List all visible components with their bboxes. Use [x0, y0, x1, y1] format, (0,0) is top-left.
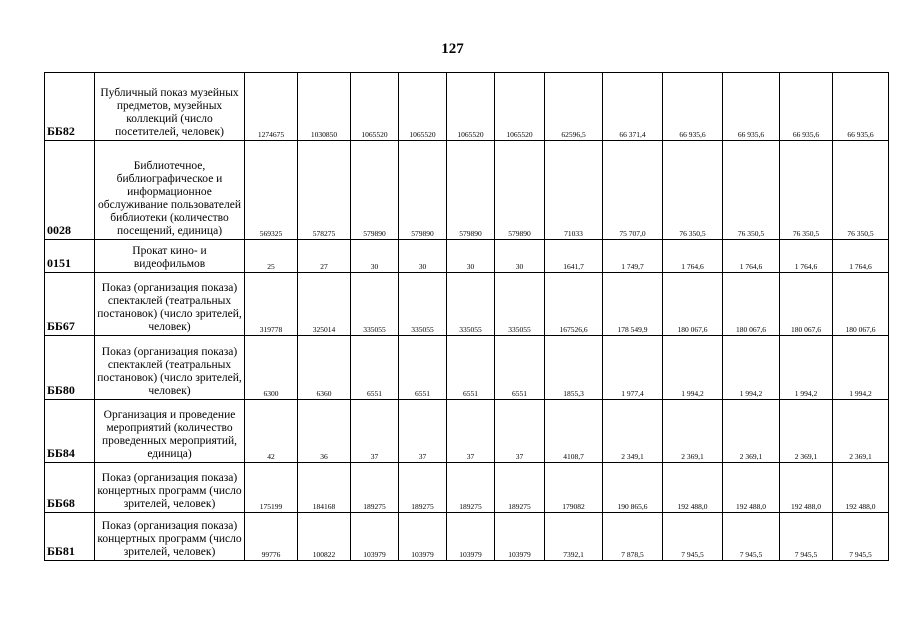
- table-row: [45, 273, 889, 336]
- value-cell: 71033: [545, 141, 603, 240]
- value-cell: 2 369,1: [723, 400, 780, 463]
- value-cell: 1 994,2: [833, 336, 889, 400]
- value-cell: 192 488,0: [780, 463, 833, 513]
- value-cell: 66 935,6: [833, 73, 889, 141]
- service-code: ББ68: [45, 463, 95, 513]
- value-cell: 335055: [351, 273, 399, 336]
- value-cell: 1855,3: [545, 336, 603, 400]
- service-description: Показ (организация показа) спектаклей (театральных постановок) (число зрителей, человек): [95, 273, 245, 336]
- value-cell: 325014: [298, 273, 351, 336]
- value-cell: 30: [447, 240, 495, 273]
- value-cell: 189275: [399, 463, 447, 513]
- value-cell: 103979: [495, 513, 545, 561]
- value-cell: 7 945,5: [663, 513, 723, 561]
- value-cell: 1641,7: [545, 240, 603, 273]
- value-cell: 6551: [495, 336, 545, 400]
- service-description: Показ (организация показа) концертных программ (число зрителей, человек): [95, 463, 245, 513]
- value-cell: 180 067,6: [833, 273, 889, 336]
- value-cell: 2 369,1: [663, 400, 723, 463]
- value-cell: 184168: [298, 463, 351, 513]
- services-table: [44, 72, 889, 561]
- value-cell: 2 349,1: [603, 400, 663, 463]
- value-cell: 335055: [399, 273, 447, 336]
- value-cell: 2 369,1: [780, 400, 833, 463]
- value-cell: 1065520: [495, 73, 545, 141]
- value-cell: 66 935,6: [663, 73, 723, 141]
- value-cell: 36: [298, 400, 351, 463]
- service-code: ББ67: [45, 273, 95, 336]
- value-cell: 42: [245, 400, 298, 463]
- value-cell: 30: [351, 240, 399, 273]
- value-cell: 6360: [298, 336, 351, 400]
- value-cell: 192 488,0: [723, 463, 780, 513]
- value-cell: 1065520: [399, 73, 447, 141]
- value-cell: 179082: [545, 463, 603, 513]
- value-cell: 1 764,6: [663, 240, 723, 273]
- value-cell: 76 350,5: [663, 141, 723, 240]
- value-cell: 335055: [495, 273, 545, 336]
- value-cell: 37: [399, 400, 447, 463]
- value-cell: 1 764,6: [833, 240, 889, 273]
- service-code: 0028: [45, 141, 95, 240]
- value-cell: 189275: [351, 463, 399, 513]
- value-cell: 25: [245, 240, 298, 273]
- value-cell: 30: [399, 240, 447, 273]
- value-cell: 27: [298, 240, 351, 273]
- table-row: [45, 73, 889, 141]
- value-cell: 76 350,5: [780, 141, 833, 240]
- value-cell: 4108,7: [545, 400, 603, 463]
- value-cell: 1274675: [245, 73, 298, 141]
- value-cell: 7 878,5: [603, 513, 663, 561]
- value-cell: 103979: [447, 513, 495, 561]
- value-cell: 103979: [351, 513, 399, 561]
- service-description: Показ (организация показа) спектаклей (театральных постановок) (число зрителей, человек): [95, 336, 245, 400]
- value-cell: 6300: [245, 336, 298, 400]
- service-code: ББ80: [45, 336, 95, 400]
- value-cell: 335055: [447, 273, 495, 336]
- value-cell: 578275: [298, 141, 351, 240]
- value-cell: 37: [447, 400, 495, 463]
- value-cell: 175199: [245, 463, 298, 513]
- value-cell: 192 488,0: [663, 463, 723, 513]
- service-description: Библиотечное, библиографическое и информационное обслуживание пользователей библиотеки (количество посещений, единица): [95, 141, 245, 240]
- table-row: [45, 513, 889, 561]
- value-cell: 76 350,5: [833, 141, 889, 240]
- value-cell: 7 945,5: [723, 513, 780, 561]
- value-cell: 7 945,5: [780, 513, 833, 561]
- value-cell: 1 994,2: [780, 336, 833, 400]
- table-row: [45, 240, 889, 273]
- value-cell: 66 935,6: [780, 73, 833, 141]
- value-cell: 579890: [495, 141, 545, 240]
- value-cell: 579890: [399, 141, 447, 240]
- service-code: ББ84: [45, 400, 95, 463]
- value-cell: 103979: [399, 513, 447, 561]
- service-code: ББ81: [45, 513, 95, 561]
- service-description: Публичный показ музейных предметов, музейных коллекций (число посетителей, человек): [95, 73, 245, 141]
- value-cell: 2 369,1: [833, 400, 889, 463]
- value-cell: 66 935,6: [723, 73, 780, 141]
- value-cell: 62596,5: [545, 73, 603, 141]
- value-cell: 180 067,6: [723, 273, 780, 336]
- value-cell: 1 994,2: [663, 336, 723, 400]
- value-cell: 319778: [245, 273, 298, 336]
- value-cell: 1065520: [351, 73, 399, 141]
- value-cell: 569325: [245, 141, 298, 240]
- value-cell: 30: [495, 240, 545, 273]
- value-cell: 1030850: [298, 73, 351, 141]
- value-cell: 190 865,6: [603, 463, 663, 513]
- value-cell: 76 350,5: [723, 141, 780, 240]
- value-cell: 579890: [447, 141, 495, 240]
- page-number: 127: [441, 41, 464, 57]
- table-row: [45, 400, 889, 463]
- service-code: 0151: [45, 240, 95, 273]
- value-cell: 189275: [447, 463, 495, 513]
- value-cell: 1 977,4: [603, 336, 663, 400]
- value-cell: 1 764,6: [780, 240, 833, 273]
- table-row: [45, 463, 889, 513]
- service-code: ББ82: [45, 73, 95, 141]
- value-cell: 579890: [351, 141, 399, 240]
- service-description: Организация и проведение мероприятий (количество проведенных мероприятий, единица): [95, 400, 245, 463]
- table-row: [45, 336, 889, 400]
- value-cell: 189275: [495, 463, 545, 513]
- value-cell: 1 749,7: [603, 240, 663, 273]
- value-cell: 99776: [245, 513, 298, 561]
- value-cell: 7392,1: [545, 513, 603, 561]
- value-cell: 192 488,0: [833, 463, 889, 513]
- value-cell: 167526,6: [545, 273, 603, 336]
- value-cell: 75 707,0: [603, 141, 663, 240]
- value-cell: 6551: [399, 336, 447, 400]
- value-cell: 6551: [351, 336, 399, 400]
- value-cell: 1065520: [447, 73, 495, 141]
- value-cell: 37: [495, 400, 545, 463]
- service-description: Прокат кино- и видеофильмов: [95, 240, 245, 273]
- service-description: Показ (организация показа) концертных программ (число зрителей, человек): [95, 513, 245, 561]
- value-cell: 6551: [447, 336, 495, 400]
- value-cell: 100822: [298, 513, 351, 561]
- value-cell: 180 067,6: [780, 273, 833, 336]
- value-cell: 37: [351, 400, 399, 463]
- value-cell: 180 067,6: [663, 273, 723, 336]
- value-cell: 1 764,6: [723, 240, 780, 273]
- table-row: [45, 141, 889, 240]
- value-cell: 66 371,4: [603, 73, 663, 141]
- value-cell: 178 549,9: [603, 273, 663, 336]
- value-cell: 7 945,5: [833, 513, 889, 561]
- value-cell: 1 994,2: [723, 336, 780, 400]
